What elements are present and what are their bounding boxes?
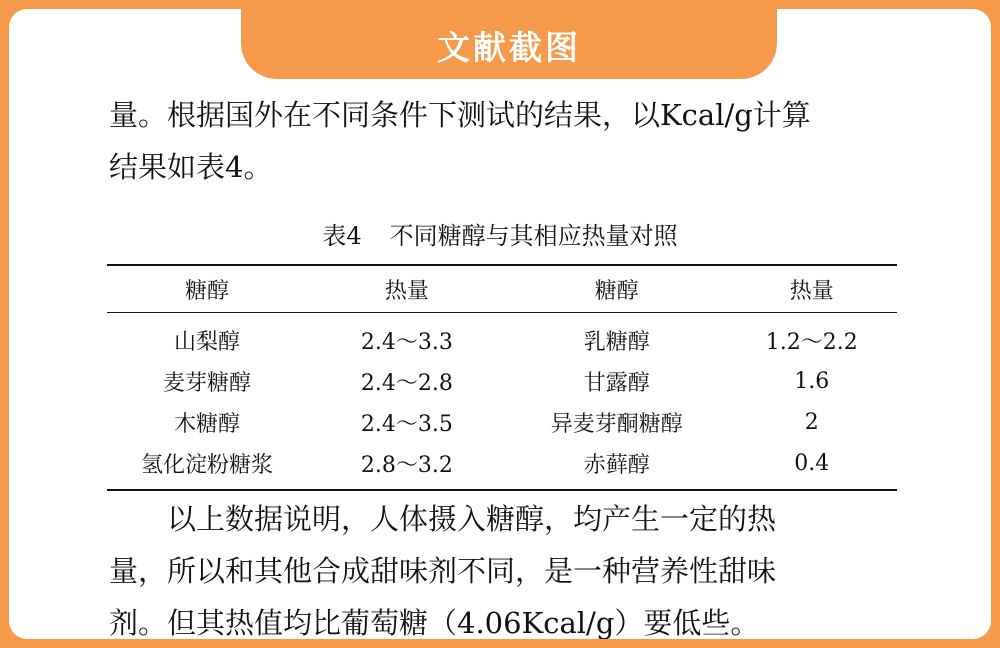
table-cell: 1.2～2.2	[765, 330, 858, 355]
table-row	[107, 402, 897, 443]
table-cell: 甘露醇	[583, 371, 650, 396]
document-frame	[9, 9, 991, 639]
paragraph-line: 量，所以和其他合成甜味剂不同，是一种营养性甜味	[109, 554, 777, 588]
table-header-row	[107, 265, 897, 313]
table-caption	[9, 216, 991, 251]
table-cell: 0.4	[794, 451, 830, 476]
table-cell: 木糖醇	[173, 412, 240, 437]
table-cell: 麦芽糖醇	[162, 371, 251, 396]
column-header: 热量	[384, 278, 429, 304]
header-tab	[241, 9, 777, 79]
column-header: 热量	[789, 278, 834, 304]
table-row	[107, 361, 897, 402]
table-cell: 异麦芽酮糖醇	[550, 412, 683, 437]
paragraph-intro	[109, 89, 909, 193]
paragraph-conclusion	[109, 493, 909, 639]
table-cell: 1.6	[794, 369, 830, 394]
paragraph-line: 剂。但其热值均比葡萄糖（4.06Kcal/g）要低些。	[109, 606, 760, 639]
table-row	[107, 313, 897, 362]
column-header: 糖醇	[594, 278, 639, 304]
table-cell: 2.8～3.2	[360, 453, 453, 478]
paragraph-line: 以上数据说明，人体摄入糖醇，均产生一定的热	[167, 502, 777, 536]
table-cell: 赤藓醇	[583, 453, 650, 478]
table-row	[107, 443, 897, 490]
table-cell: 氢化淀粉糖浆	[140, 453, 273, 478]
paragraph-line: 量。根据国外在不同条件下测试的结果，以Kcal/g计算	[109, 98, 811, 132]
table-cell: 2.4～2.8	[360, 371, 453, 396]
table-cell: 2.4～3.5	[360, 412, 453, 437]
header-title: 文献截图	[437, 27, 581, 67]
paragraph-line: 结果如表4。	[109, 150, 273, 184]
table-cell: 2.4～3.3	[360, 330, 453, 355]
table-caption-title: 不同糖醇与其相应热量对照	[389, 222, 678, 250]
table-cell: 山梨醇	[173, 330, 240, 355]
column-header: 糖醇	[184, 278, 229, 304]
calorie-table	[107, 264, 897, 491]
table-cell: 乳糖醇	[583, 330, 650, 355]
table-cell: 2	[804, 410, 819, 435]
table-caption-number: 表4	[322, 222, 362, 250]
